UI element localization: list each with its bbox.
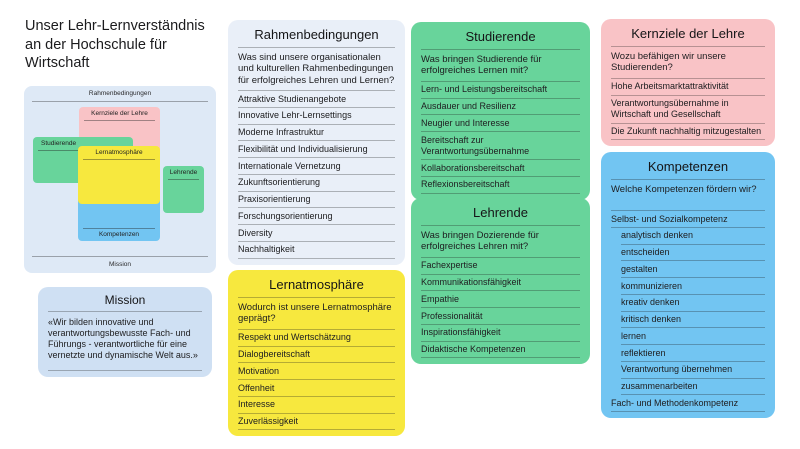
- list-item: Innovative Lehr-Lernsettings: [238, 108, 395, 125]
- list-item: kommunizieren: [621, 278, 765, 295]
- page-title: Unser Lehr-Lernverständnis an der Hochschule für Wirtschaft: [25, 18, 205, 72]
- list-item: Die Zukunft nachhaltig mitzugestalten: [611, 124, 765, 141]
- card-item-list: [238, 91, 395, 259]
- overview-box-lehrende[interactable]: [163, 166, 204, 213]
- card-title: Kompetenzen: [611, 159, 765, 180]
- card-title: Kernziele der Lehre: [611, 26, 765, 47]
- list-item: Didaktische Kompetenzen: [421, 342, 580, 359]
- card-title: Lehrende: [421, 205, 580, 226]
- list-item: Kommunikationsfähigkeit: [421, 275, 580, 292]
- list-item: Moderne Infrastruktur: [238, 125, 395, 142]
- mission-card[interactable]: [38, 287, 212, 377]
- list-item: Internationale Vernetzung: [238, 158, 395, 175]
- overview-box-label: Lehrende: [168, 169, 199, 180]
- list-item: Bereitschaft zur Verantwortungsübernahme: [421, 132, 580, 160]
- card-question: Was bringen Studierende für erfolgreiches Lernen mit?: [421, 50, 580, 82]
- list-item: Fach- und Methodenkompetenz: [611, 395, 765, 412]
- card-item-list: [421, 82, 580, 194]
- list-item: Motivation: [238, 363, 395, 380]
- overview-box-label: Kompetenzen: [83, 228, 155, 239]
- list-item: Reflexionsbereitschaft: [421, 177, 580, 194]
- card-kernziele[interactable]: [601, 19, 775, 146]
- list-item: Forschungsorientierung: [238, 208, 395, 225]
- list-item: zusammenarbeiten: [621, 379, 765, 396]
- card-item-list: [421, 258, 580, 359]
- card-title: Lernatmosphäre: [238, 277, 395, 298]
- list-item: analytisch denken: [621, 228, 765, 245]
- list-item: Inspirationsfähigkeit: [421, 325, 580, 342]
- list-item: Verantwortungsübernahme in Wirtschaft und Gesellschaft: [611, 96, 765, 124]
- list-item: kreativ denken: [621, 295, 765, 312]
- card-title: Rahmenbedingungen: [238, 27, 395, 48]
- list-item: Lern- und Leistungsbereitschaft: [421, 82, 580, 99]
- card-question: Wozu befähigen wir unsere Studierenden?: [611, 47, 765, 79]
- list-item: Diversity: [238, 225, 395, 242]
- list-item: Professionalität: [421, 308, 580, 325]
- overview-box-label: Kernziele der Lehre: [84, 110, 155, 121]
- list-item: Nachhaltigkeit: [238, 242, 395, 259]
- overview-box-label: Studierende: [38, 140, 128, 151]
- card-question: Welche Kompetenzen fördern wir?: [611, 180, 765, 211]
- card-lernatmosphaere[interactable]: [228, 270, 405, 436]
- mission-body: «Wir bilden innovative und verantwortungsbewusste Fach- und Führungs - verantwortliche für eine vernetzte und dynamische Welt aus.»: [48, 312, 202, 371]
- card-studierende[interactable]: [411, 22, 590, 200]
- card-item-list: [611, 79, 765, 141]
- mission-title: Mission: [48, 293, 202, 312]
- card-question: Was sind unsere organisationalen und kulturellen Rahmenbedingungen für erfolgreiches Lehren und Lernen?: [238, 48, 395, 91]
- list-item: entscheiden: [621, 245, 765, 262]
- list-item: Praxisorientierung: [238, 192, 395, 209]
- card-question: Wodurch ist unsere Lernatmosphäre geprägt?: [238, 298, 395, 330]
- overview-box-lernatmosphaere[interactable]: [78, 146, 160, 204]
- list-item: Attraktive Studienangebote: [238, 91, 395, 108]
- card-question: Was bringen Dozierende für erfolgreiches Lehren mit?: [421, 226, 580, 258]
- card-item-list: [238, 330, 395, 431]
- list-item: Ausdauer und Resilienz: [421, 99, 580, 116]
- card-title: Studierende: [421, 29, 580, 50]
- list-item: Offenheit: [238, 380, 395, 397]
- list-item: Empathie: [421, 291, 580, 308]
- list-item: Respekt und Wertschätzung: [238, 330, 395, 347]
- list-item: lernen: [621, 328, 765, 345]
- list-item: kritisch denken: [621, 312, 765, 329]
- list-item: Interesse: [238, 397, 395, 414]
- list-item: gestalten: [621, 261, 765, 278]
- list-item: Zukunftsorientierung: [238, 175, 395, 192]
- card-lehrende[interactable]: [411, 198, 590, 364]
- list-item: Zuverlässigkeit: [238, 414, 395, 431]
- list-item: reflektieren: [621, 345, 765, 362]
- list-item: Selbst- und Sozialkompetenz: [611, 211, 765, 228]
- list-item: Flexibilität und Individualisierung: [238, 141, 395, 158]
- list-item: Kollaborationsbereitschaft: [421, 160, 580, 177]
- card-rahmenbedingungen[interactable]: [228, 20, 405, 265]
- card-kompetenzen[interactable]: [601, 152, 775, 418]
- list-item: Neugier und Interesse: [421, 115, 580, 132]
- overview-box-label: Lernatmosphäre: [83, 149, 155, 160]
- list-item: Dialogbereitschaft: [238, 347, 395, 364]
- overview-diagram[interactable]: [24, 86, 216, 273]
- overview-frame-bottom-label: Mission: [32, 256, 208, 268]
- overview-frame-top-label: Rahmenbedingungen: [32, 90, 208, 102]
- card-item-list: [611, 211, 765, 412]
- list-item: Fachexpertise: [421, 258, 580, 275]
- list-item: Hohe Arbeitsmarktattraktivität: [611, 79, 765, 96]
- list-item: Verantwortung übernehmen: [621, 362, 765, 379]
